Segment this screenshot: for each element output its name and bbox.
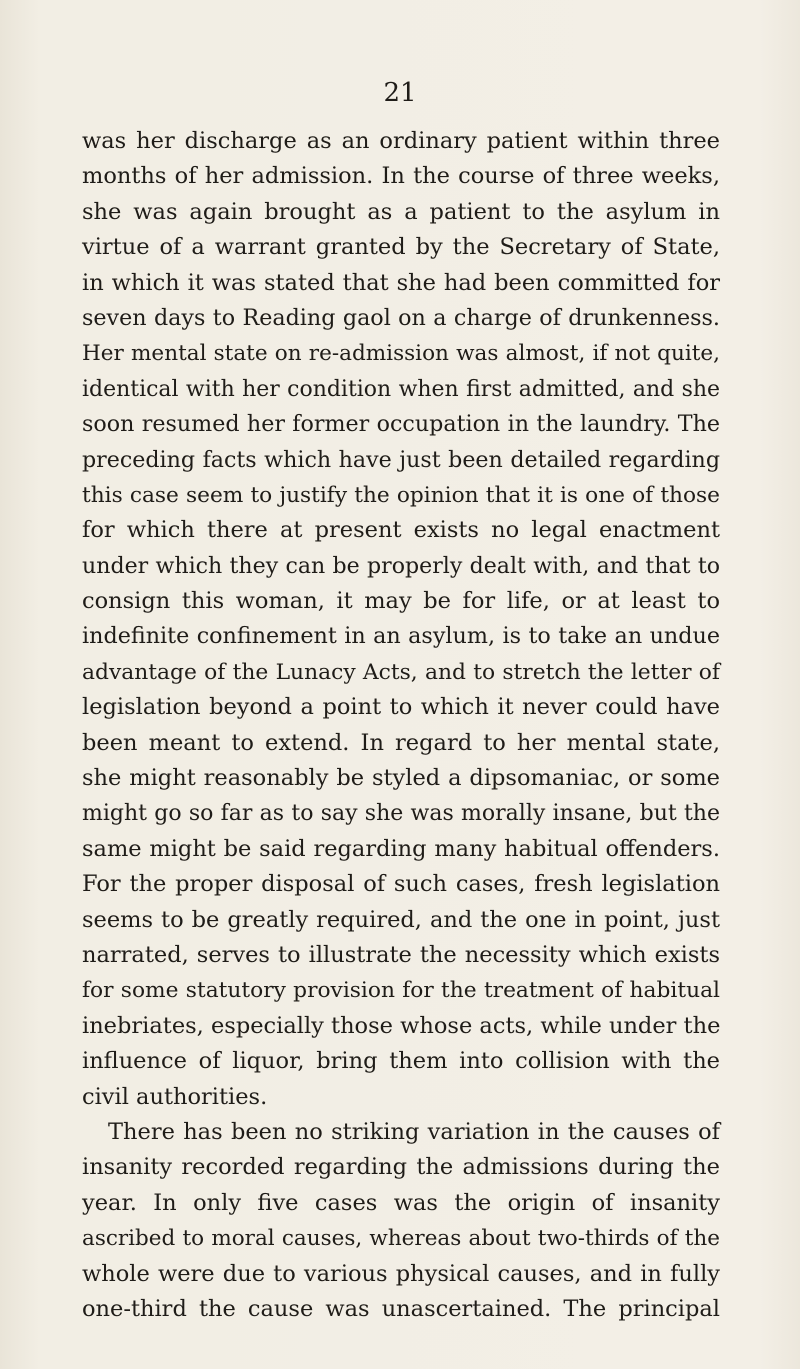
text-line: inebriates, especially those whose acts, while under the — [82, 1012, 721, 1039]
text-line: she was again brought as a patient to the asylum in — [82, 198, 720, 225]
text-line: Her mental state on re-admission was almost, if not quite, — [82, 341, 720, 367]
text-line: in which it was stated that she had been committed for — [82, 269, 720, 296]
text-line: legislation beyond a point to which it never could have — [82, 694, 720, 721]
page-number: 21 — [383, 78, 417, 108]
text-line: narrated, serves to illustrate the necessity which exists — [82, 941, 720, 968]
text-line: advantage of the Lunacy Acts, and to stretch the letter of — [82, 659, 720, 685]
text-line: was her discharge as an ordinary patient within three — [82, 128, 720, 154]
text-line: one-third the cause was unascertained. The principal — [82, 1295, 720, 1322]
text-line: under which they can be properly dealt with, and that to — [82, 553, 720, 579]
text-line: whole were due to various physical causes, and in fully — [82, 1260, 720, 1287]
text-line: seems to be greatly required, and the one in point, just — [82, 906, 720, 933]
text-line: identical with her condition when first admitted, and she — [82, 376, 720, 402]
text-line: preceding facts which have just been detailed regarding — [82, 446, 720, 473]
text-line: for some statutory provision for the treatment of habitual — [82, 978, 720, 1004]
text-line: indefinite confinement in an asylum, is to take an undue — [82, 623, 720, 650]
text-line: soon resumed her former occupation in the laundry. The — [82, 411, 720, 438]
text-line: for which there at present exists no legal enactment — [82, 517, 720, 544]
text-line: this case seem to justify the opinion that it is one of those — [82, 482, 720, 508]
text-line: ascribed to moral causes, whereas about two-thirds of the — [82, 1226, 720, 1252]
text-line: seven days to Reading gaol on a charge of drunkenness. — [82, 304, 720, 331]
text-line: been meant to extend. In regard to her mental state, — [82, 729, 720, 756]
text-line: same might be said regarding many habitual offenders. — [82, 835, 720, 862]
text-line: influence of liquor, bring them into collision with the — [82, 1048, 720, 1075]
text-line: For the proper disposal of such cases, fresh legislation — [82, 871, 720, 898]
text-line: might go so far as to say she was morally insane, but the — [82, 801, 720, 827]
text-line: There has been no striking variation in the causes of — [108, 1118, 720, 1145]
text-line: she might reasonably be styled a dipsomaniac, or some — [82, 765, 720, 792]
body-text — [82, 124, 720, 1327]
text-line: months of her admission. In the course of three weeks, — [82, 163, 720, 190]
text-line: year. In only five cases was the origin of insanity — [82, 1189, 720, 1216]
text-line: virtue of a warrant granted by the Secretary of State, — [82, 234, 720, 261]
text-line: insanity recorded regarding the admissions during the — [82, 1154, 720, 1181]
text-line: civil authorities. — [82, 1083, 268, 1110]
text-line: consign this woman, it may be for life, or at least to — [82, 588, 720, 615]
